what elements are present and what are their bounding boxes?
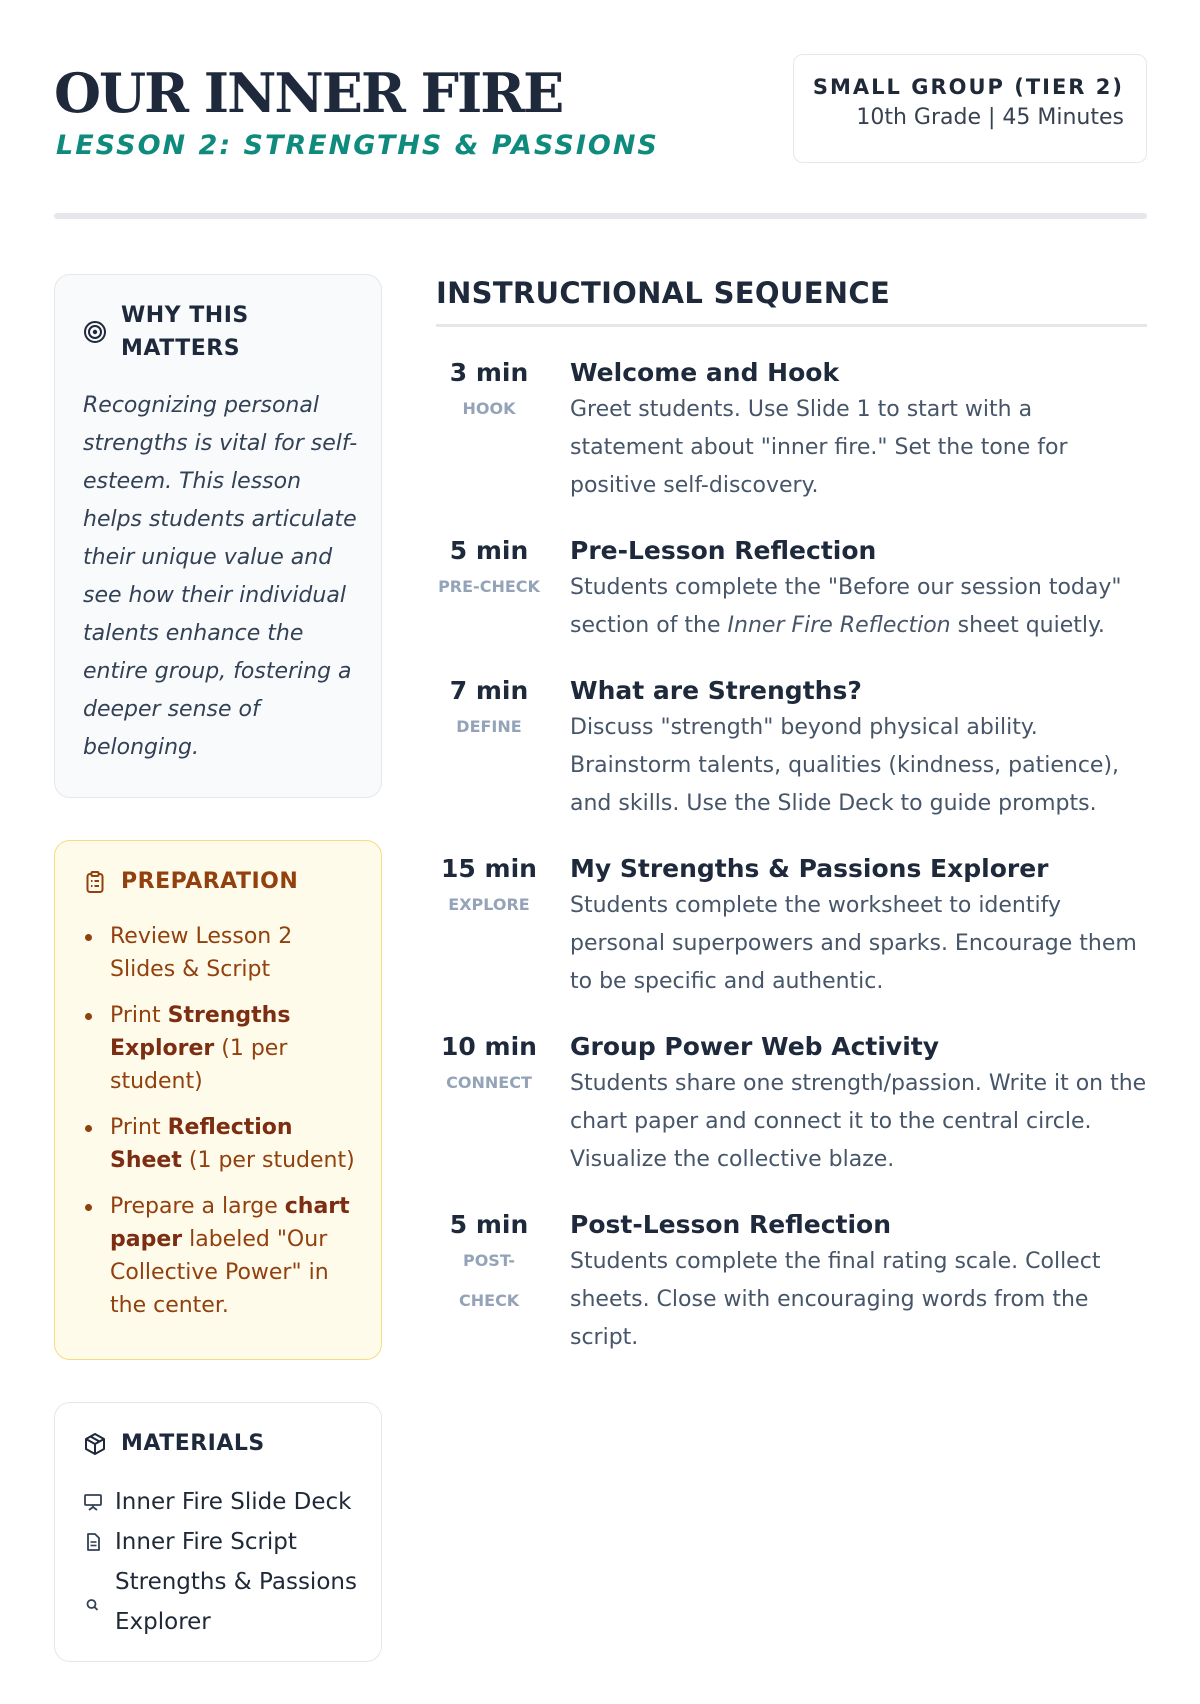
step-title: My Strengths & Passions Explorer bbox=[570, 854, 1049, 883]
step-duration: 5 min bbox=[449, 536, 529, 565]
sequence-step bbox=[436, 1209, 1147, 1357]
step-title: What are Strengths? bbox=[570, 676, 862, 705]
step-title: Pre-Lesson Reflection bbox=[570, 536, 877, 565]
why-title: WHY THIS MATTERS bbox=[121, 303, 249, 361]
list-item: Review Lesson 2 Slides & Script bbox=[83, 920, 359, 986]
why-text: Recognizing personal strengths is vital for self-esteem. This lesson helps students articulate their unique value and see how their individual talents enhance the entire group, fostering a deeper sense of belonging. bbox=[83, 393, 358, 760]
list-item: Print Reflection Sheet (1 per student) bbox=[83, 1111, 359, 1177]
header-divider bbox=[54, 213, 1147, 219]
step-duration: 7 min bbox=[449, 676, 529, 705]
why-card bbox=[54, 274, 382, 798]
sequence-step bbox=[436, 1031, 1147, 1179]
search-icon bbox=[83, 1592, 103, 1612]
list-item: Inner Fire Slide Deck bbox=[83, 1482, 359, 1522]
lesson-subtitle: LESSON 2: STRENGTHS & PASSIONS bbox=[56, 130, 659, 161]
sidebar bbox=[54, 274, 382, 1704]
step-description: Students share one strength/passion. Write it on the chart paper and connect it to the central circle. Visualize the collective blaze. bbox=[570, 1071, 1147, 1172]
clipboard-icon bbox=[83, 870, 107, 894]
step-duration: 5 min bbox=[449, 1210, 529, 1239]
sequence-step bbox=[436, 853, 1147, 1001]
sequence-step bbox=[436, 535, 1147, 645]
list-item: Inner Fire Script bbox=[83, 1522, 359, 1562]
step-duration: 15 min bbox=[441, 854, 537, 883]
preparation-title: PREPARATION bbox=[121, 869, 299, 894]
step-tag: HOOK bbox=[462, 399, 516, 418]
box-icon bbox=[83, 1432, 107, 1456]
step-description: Greet students. Use Slide 1 to start with a statement about "inner fire." Set the tone for positive self-discovery. bbox=[570, 397, 1068, 498]
step-description: Students complete the "Before our session today" section of the Inner Fire Reflection sheet quietly. bbox=[570, 575, 1122, 638]
preparation-card bbox=[54, 840, 382, 1360]
step-tag: EXPLORE bbox=[448, 895, 530, 914]
step-title: Post-Lesson Reflection bbox=[570, 1210, 892, 1239]
step-title: Group Power Web Activity bbox=[570, 1032, 940, 1061]
step-description: Students complete the final rating scale. Collect sheets. Close with encouraging words from the script. bbox=[570, 1249, 1101, 1350]
sequence-title: INSTRUCTIONAL SEQUENCE bbox=[436, 276, 1147, 327]
list-item: Strengths & Passions Explorer bbox=[83, 1562, 359, 1642]
step-tag: DEFINE bbox=[456, 717, 522, 736]
list-item: Prepare a large chart paper labeled "Our Collective Power" in the center. bbox=[83, 1190, 359, 1322]
target-icon bbox=[83, 320, 107, 344]
step-duration: 10 min bbox=[441, 1032, 537, 1061]
list-item: Print Strengths Explorer (1 per student) bbox=[83, 999, 359, 1098]
step-tag: POST-CHECK bbox=[459, 1251, 520, 1310]
instructional-sequence bbox=[436, 276, 1147, 1357]
step-tag: PRE-CHECK bbox=[438, 577, 540, 596]
step-duration: 3 min bbox=[449, 358, 529, 387]
sequence-step bbox=[436, 675, 1147, 823]
step-tag: CONNECT bbox=[446, 1073, 532, 1092]
presentation-icon bbox=[83, 1492, 103, 1512]
step-description: Discuss "strength" beyond physical ability. Brainstorm talents, qualities (kindness, patience), and skills. Use the Slide Deck to guide prompts. bbox=[570, 715, 1120, 816]
step-description: Students complete the worksheet to identify personal superpowers and sparks. Encourage them to be specific and authentic. bbox=[570, 893, 1137, 994]
materials-title: MATERIALS bbox=[121, 1431, 265, 1456]
group-badge bbox=[793, 54, 1147, 163]
badge-title: SMALL GROUP (TIER 2) bbox=[812, 75, 1124, 99]
badge-subtitle: 10th Grade | 45 Minutes bbox=[856, 105, 1124, 130]
sequence-step bbox=[436, 357, 1147, 505]
materials-card bbox=[54, 1402, 382, 1662]
header bbox=[54, 54, 1147, 224]
document-icon bbox=[83, 1532, 103, 1552]
page-title: OUR INNER FIRE bbox=[54, 61, 563, 125]
step-title: Welcome and Hook bbox=[570, 358, 840, 387]
